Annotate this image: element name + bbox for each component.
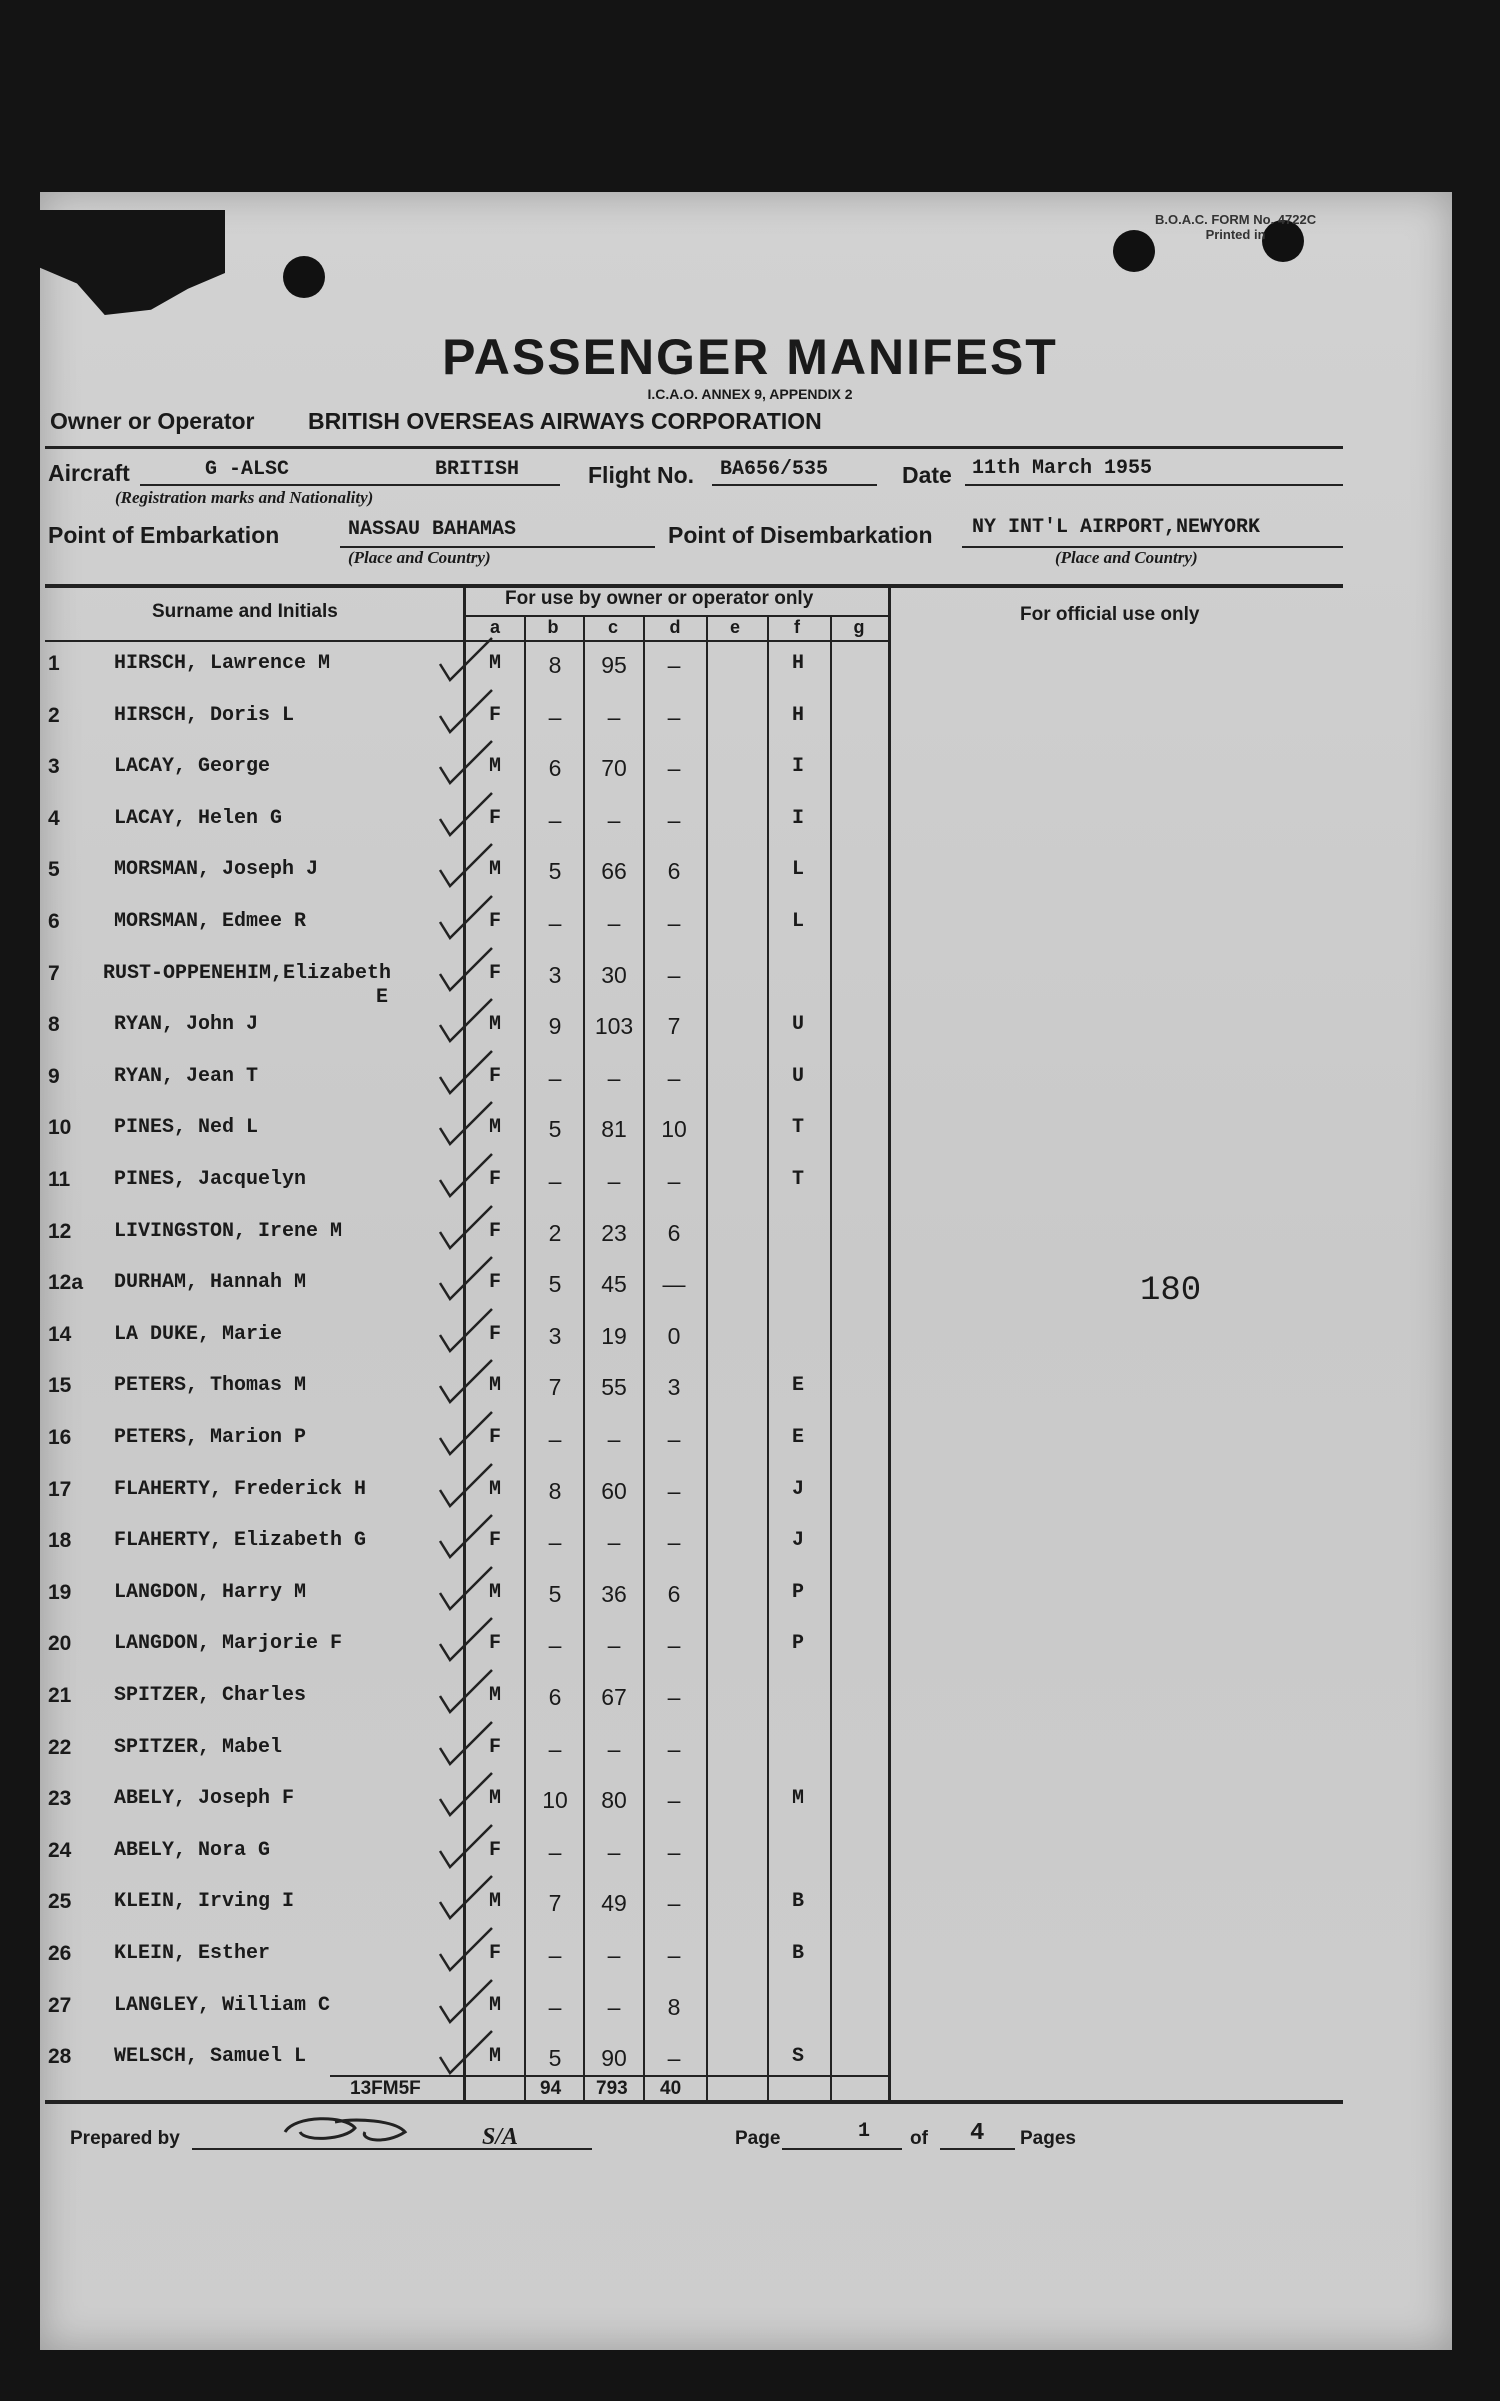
column-f-cell: H (791, 652, 804, 675)
column-f-cell: B (791, 1942, 804, 1965)
divider (45, 446, 1343, 449)
aircraft-caption: (Registration marks and Nationality) (115, 488, 374, 507)
row-number: 4 (48, 807, 60, 830)
column-b-cell: – (548, 704, 562, 730)
table-row (0, 1684, 1500, 1736)
column-b-cell: 8 (548, 1478, 562, 1504)
page-title: PASSENGER MANIFEST (442, 329, 1058, 385)
column-b-cell: 5 (548, 1581, 562, 1607)
table-row (0, 1942, 1500, 1994)
underline (140, 484, 560, 486)
column-c-cell: 49 (601, 1890, 627, 1916)
sex-cell: F (488, 1942, 501, 1965)
table-row (0, 1787, 1500, 1839)
column-b-header: b (547, 617, 559, 637)
totals-line (330, 2075, 890, 2077)
column-d-cell: 7 (667, 1013, 681, 1039)
table-row (0, 1116, 1500, 1168)
table-row (0, 704, 1500, 756)
column-b-cell: – (548, 1994, 562, 2020)
row-number: 1 (48, 652, 60, 675)
sex-cell: M (488, 1890, 501, 1913)
underline (712, 484, 877, 486)
column-d-cell: — (662, 1271, 686, 1297)
passenger-name: LANGDON, Marjorie F (114, 1632, 343, 1655)
column-d-cell: – (667, 1942, 681, 1968)
sex-cell: F (488, 1065, 501, 1088)
total-c: 793 (596, 2078, 628, 2099)
embarkation-label: Point of Embarkation (48, 522, 280, 548)
column-c-cell: – (607, 910, 621, 936)
flight-label: Flight No. (588, 462, 695, 488)
column-b-cell: – (548, 1426, 562, 1452)
column-d-cell: – (667, 1736, 681, 1762)
page-label: Page (735, 2128, 781, 2149)
row-number: 19 (48, 1581, 72, 1604)
of-label: of (910, 2128, 928, 2149)
table-row (0, 1168, 1500, 1220)
sex-cell: F (488, 1839, 501, 1862)
column-d-cell: – (667, 652, 681, 678)
column-c-cell: – (607, 704, 621, 730)
row-number: 9 (48, 1065, 60, 1088)
column-c-cell: – (607, 1736, 621, 1762)
table-row (0, 807, 1500, 859)
row-number: 3 (48, 755, 60, 778)
column-f-cell: B (791, 1890, 804, 1913)
divider (45, 2100, 1343, 2104)
column-d-cell: – (667, 1684, 681, 1710)
passenger-name: PINES, Ned L (114, 1116, 259, 1139)
total-sex: 13FM5F (350, 2078, 421, 2099)
column-b-cell: – (548, 1942, 562, 1968)
row-number: 20 (48, 1632, 72, 1655)
passenger-name: HIRSCH, Lawrence M (114, 652, 331, 675)
form-number (1155, 212, 1316, 242)
row-number: 24 (48, 1839, 72, 1862)
column-d-cell: – (667, 1478, 681, 1504)
table-row (0, 1581, 1500, 1633)
column-d-header: d (669, 617, 681, 637)
disembarkation-caption: (Place and Country) (1055, 548, 1198, 567)
passenger-name: FLAHERTY, Frederick H (114, 1478, 367, 1501)
sex-cell: M (488, 755, 501, 778)
column-c-cell: – (607, 1426, 621, 1452)
column-g-header: g (853, 617, 865, 637)
row-number: 12a (48, 1271, 84, 1294)
column-c-cell: – (607, 1632, 621, 1658)
column-c-cell: 70 (601, 755, 627, 781)
sex-cell: F (488, 1736, 501, 1759)
column-d-cell: – (667, 1529, 681, 1555)
passenger-name: RYAN, John J (114, 1013, 259, 1036)
owner-use-header: For use by owner or operator only (505, 588, 814, 609)
column-d-cell: – (667, 962, 681, 988)
passenger-name: KLEIN, Esther (114, 1942, 271, 1965)
column-f-cell: L (791, 910, 804, 933)
sex-cell: F (488, 1426, 501, 1449)
sex-cell: F (488, 807, 501, 830)
column-c-cell: – (607, 1065, 621, 1091)
aircraft-nationality: BRITISH (435, 458, 520, 481)
surname-header: Surname and Initials (152, 601, 338, 622)
sex-cell: F (488, 962, 501, 985)
column-c-cell: – (607, 1839, 621, 1865)
sex-cell: M (488, 1994, 501, 2017)
column-b-cell: – (548, 807, 562, 833)
table-row (0, 962, 1500, 1014)
column-c-cell: 45 (601, 1271, 627, 1297)
column-c-cell: 95 (601, 652, 627, 678)
punch-hole (1113, 230, 1155, 272)
column-c-cell: 30 (601, 962, 627, 988)
column-f-cell: I (791, 755, 804, 778)
column-d-cell: – (667, 2045, 681, 2071)
column-f-cell: T (791, 1116, 804, 1139)
passenger-name: MORSMAN, Joseph J (114, 858, 319, 881)
sex-cell: M (488, 1013, 501, 1036)
passenger-name: SPITZER, Mabel (114, 1736, 283, 1759)
total-b: 94 (540, 2078, 562, 2099)
column-c-cell: 36 (601, 1581, 627, 1607)
column-a-header: a (489, 617, 500, 637)
passenger-name-continued: E (376, 986, 389, 1009)
disembarkation-value: NY INT'L AIRPORT,NEWYORK (972, 516, 1261, 539)
column-c-cell: 60 (601, 1478, 627, 1504)
column-f-cell: L (791, 858, 804, 881)
row-number: 6 (48, 910, 60, 933)
column-d-cell: – (667, 807, 681, 833)
row-number: 27 (48, 1994, 72, 2017)
column-d-cell: – (667, 704, 681, 730)
column-c-cell: 55 (601, 1374, 627, 1400)
passenger-name: DURHAM, Hannah M (114, 1271, 307, 1294)
row-number: 12 (48, 1220, 72, 1243)
passenger-name: LANGLEY, William C (114, 1994, 331, 2017)
row-number: 21 (48, 1684, 72, 1707)
column-d-cell: – (667, 755, 681, 781)
column-b-cell: 6 (548, 1684, 562, 1710)
form-number-text: B.O.A.C. FORM No. 4722C (1155, 212, 1317, 227)
table-row (0, 1478, 1500, 1530)
sex-cell: F (488, 1271, 501, 1294)
column-f-cell: S (791, 2045, 804, 2068)
column-f-cell: I (791, 807, 804, 830)
table-row (0, 858, 1500, 910)
column-c-cell: – (607, 1168, 621, 1194)
table-row (0, 1013, 1500, 1065)
row-number: 16 (48, 1426, 72, 1449)
passenger-name: PINES, Jacquelyn (114, 1168, 307, 1191)
column-b-cell: 5 (548, 858, 562, 884)
row-number: 8 (48, 1013, 60, 1036)
column-b-cell: – (548, 910, 562, 936)
table-row (0, 1323, 1500, 1375)
column-b-cell: 7 (548, 1890, 562, 1916)
column-c-cell: 81 (601, 1116, 627, 1142)
column-f-cell: T (791, 1168, 804, 1191)
table-row (0, 1374, 1500, 1426)
sex-cell: M (488, 1787, 501, 1810)
column-b-cell: – (548, 1736, 562, 1762)
column-b-cell: 2 (548, 1220, 562, 1246)
passenger-name: ABELY, Joseph F (114, 1787, 295, 1810)
column-b-cell: – (548, 1065, 562, 1091)
column-f-cell: M (791, 1787, 804, 1810)
column-b-cell: – (548, 1632, 562, 1658)
aircraft-registration: G -ALSC (205, 458, 290, 481)
table-row (0, 2045, 1500, 2097)
column-c-cell: – (607, 1994, 621, 2020)
sex-cell: M (488, 1684, 501, 1707)
table-row (0, 652, 1500, 704)
column-b-cell: 5 (548, 1116, 562, 1142)
table-row (0, 1994, 1500, 2046)
column-d-cell: – (667, 1426, 681, 1452)
sex-cell: M (488, 652, 501, 675)
sex-cell: F (488, 1632, 501, 1655)
row-number: 23 (48, 1787, 72, 1810)
column-f-cell: H (791, 704, 804, 727)
date-value: 11th March 1955 (972, 457, 1153, 480)
official-use-header: For official use only (1020, 604, 1200, 625)
column-d-cell: 0 (667, 1323, 681, 1349)
column-f-cell: J (791, 1529, 804, 1552)
column-c-header: c (607, 617, 618, 637)
table-row (0, 1271, 1500, 1323)
column-b-cell: 5 (548, 2045, 562, 2071)
column-d-cell: 3 (667, 1374, 681, 1400)
aircraft-label: Aircraft (48, 460, 130, 486)
row-number: 28 (48, 2045, 72, 2068)
page-number: 1 (858, 2120, 871, 2143)
column-d-cell: – (667, 1065, 681, 1091)
passenger-name: KLEIN, Irving I (114, 1890, 295, 1913)
sex-cell: M (488, 1581, 501, 1604)
row-number: 14 (48, 1323, 72, 1346)
passenger-name: SPITZER, Charles (114, 1684, 307, 1707)
passenger-name: LANGDON, Harry M (114, 1581, 307, 1604)
column-c-cell: 66 (601, 858, 627, 884)
column-d-cell: – (667, 1632, 681, 1658)
row-number: 11 (48, 1168, 71, 1191)
signature-scribble (275, 2110, 415, 2155)
sex-cell: F (488, 1529, 501, 1552)
passenger-name: MORSMAN, Edmee R (114, 910, 307, 933)
passenger-name: LACAY, Helen G (114, 807, 283, 830)
flight-value: BA656/535 (720, 458, 829, 481)
row-number: 26 (48, 1942, 72, 1965)
sex-cell: F (488, 1220, 501, 1243)
sex-cell: F (488, 910, 501, 933)
column-b-cell: 10 (542, 1787, 568, 1813)
row-number: 2 (48, 704, 60, 727)
column-b-cell: 8 (548, 652, 562, 678)
row-number: 25 (48, 1890, 72, 1913)
column-d-cell: 8 (667, 1994, 681, 2020)
column-b-cell: – (548, 1529, 562, 1555)
column-b-cell: – (548, 1168, 562, 1194)
row-number: 5 (48, 858, 60, 881)
total-pages: 4 (970, 2120, 985, 2147)
row-number: 18 (48, 1529, 72, 1552)
embarkation-caption: (Place and Country) (348, 548, 491, 567)
column-d-cell: 10 (661, 1116, 687, 1142)
column-c-cell: – (607, 1529, 621, 1555)
table-row (0, 1736, 1500, 1788)
column-d-cell: – (667, 1787, 681, 1813)
underline (782, 2148, 902, 2150)
sex-cell: F (488, 1168, 501, 1191)
page-subtitle: I.C.A.O. ANNEX 9, APPENDIX 2 (647, 386, 853, 402)
sex-cell: M (488, 1374, 501, 1397)
row-number: 22 (48, 1736, 72, 1759)
table-row (0, 910, 1500, 962)
row-number: 17 (48, 1478, 72, 1501)
passenger-name: LIVINGSTON, Irene M (114, 1220, 343, 1243)
column-f-cell: P (791, 1632, 804, 1655)
column-d-cell: – (667, 1839, 681, 1865)
column-d-cell: 6 (667, 858, 681, 884)
passenger-name: ABELY, Nora G (114, 1839, 271, 1862)
passenger-name: RYAN, Jean T (114, 1065, 259, 1088)
passenger-name: LACAY, George (114, 755, 271, 778)
column-b-cell: 3 (548, 1323, 562, 1349)
column-d-cell: – (667, 1168, 681, 1194)
table-row (0, 1426, 1500, 1478)
column-c-cell: – (607, 807, 621, 833)
prepared-by-note: S/A (482, 2124, 519, 2150)
punch-hole (283, 256, 325, 298)
column-b-cell: – (548, 1839, 562, 1865)
column-c-cell: 23 (601, 1220, 627, 1246)
official-note: 180 (1140, 1272, 1202, 1310)
row-number: 7 (48, 962, 60, 985)
sex-cell: M (488, 858, 501, 881)
column-d-cell: 6 (667, 1220, 681, 1246)
table-row (0, 1839, 1500, 1891)
sex-cell: M (488, 1478, 501, 1501)
passenger-name: PETERS, Marion P (114, 1426, 307, 1449)
underline (940, 2148, 1015, 2150)
disembarkation-label: Point of Disembarkation (668, 522, 933, 548)
underline (965, 484, 1343, 486)
embarkation-value: NASSAU BAHAMAS (348, 518, 517, 541)
form-printed-text: Printed in (1205, 227, 1266, 242)
column-c-cell: 103 (594, 1013, 634, 1039)
sex-cell: M (488, 2045, 501, 2068)
column-f-cell: P (791, 1581, 804, 1604)
prepared-by-label: Prepared by (70, 2128, 180, 2149)
passenger-name: LA DUKE, Marie (114, 1323, 283, 1346)
passenger-name: RUST-OPPENEHIM,Elizabeth (103, 962, 392, 985)
table-row (0, 1065, 1500, 1117)
column-d-cell: – (667, 1890, 681, 1916)
column-b-cell: 3 (548, 962, 562, 988)
column-c-cell: 19 (601, 1323, 627, 1349)
column-b-cell: 5 (548, 1271, 562, 1297)
table-row (0, 1529, 1500, 1581)
column-f-cell: U (791, 1013, 804, 1036)
column-d-cell: – (667, 910, 681, 936)
column-f-header: f (794, 617, 800, 637)
passenger-name: FLAHERTY, Elizabeth G (114, 1529, 367, 1552)
column-c-cell: 80 (601, 1787, 627, 1813)
column-d-cell: 6 (667, 1581, 681, 1607)
column-b-cell: 6 (548, 755, 562, 781)
total-d: 40 (660, 2078, 682, 2099)
pages-label: Pages (1020, 2128, 1076, 2149)
sex-cell: M (488, 1116, 501, 1139)
table-row (0, 1220, 1500, 1272)
column-e-header: e (729, 617, 740, 637)
owner-value: BRITISH OVERSEAS AIRWAYS CORPORATION (308, 408, 822, 434)
table-row (0, 1890, 1500, 1942)
passenger-name: HIRSCH, Doris L (114, 704, 295, 727)
owner-label: Owner or Operator (50, 408, 255, 434)
column-f-cell: J (791, 1478, 804, 1501)
table-row (0, 755, 1500, 807)
column-b-cell: 9 (548, 1013, 562, 1039)
column-c-cell: 90 (601, 2045, 627, 2071)
passenger-name: WELSCH, Samuel L (114, 2045, 307, 2068)
column-f-cell: E (791, 1374, 804, 1397)
column-f-cell: E (791, 1426, 804, 1449)
column-c-cell: – (607, 1942, 621, 1968)
column-b-cell: 7 (548, 1374, 562, 1400)
sex-cell: F (488, 704, 501, 727)
row-number: 10 (48, 1116, 72, 1139)
date-label: Date (902, 462, 952, 488)
table-row (0, 1632, 1500, 1684)
sex-cell: F (488, 1323, 501, 1346)
row-number: 15 (48, 1374, 72, 1397)
column-c-cell: 67 (601, 1684, 627, 1710)
passenger-name: PETERS, Thomas M (114, 1374, 307, 1397)
column-f-cell: U (791, 1065, 804, 1088)
